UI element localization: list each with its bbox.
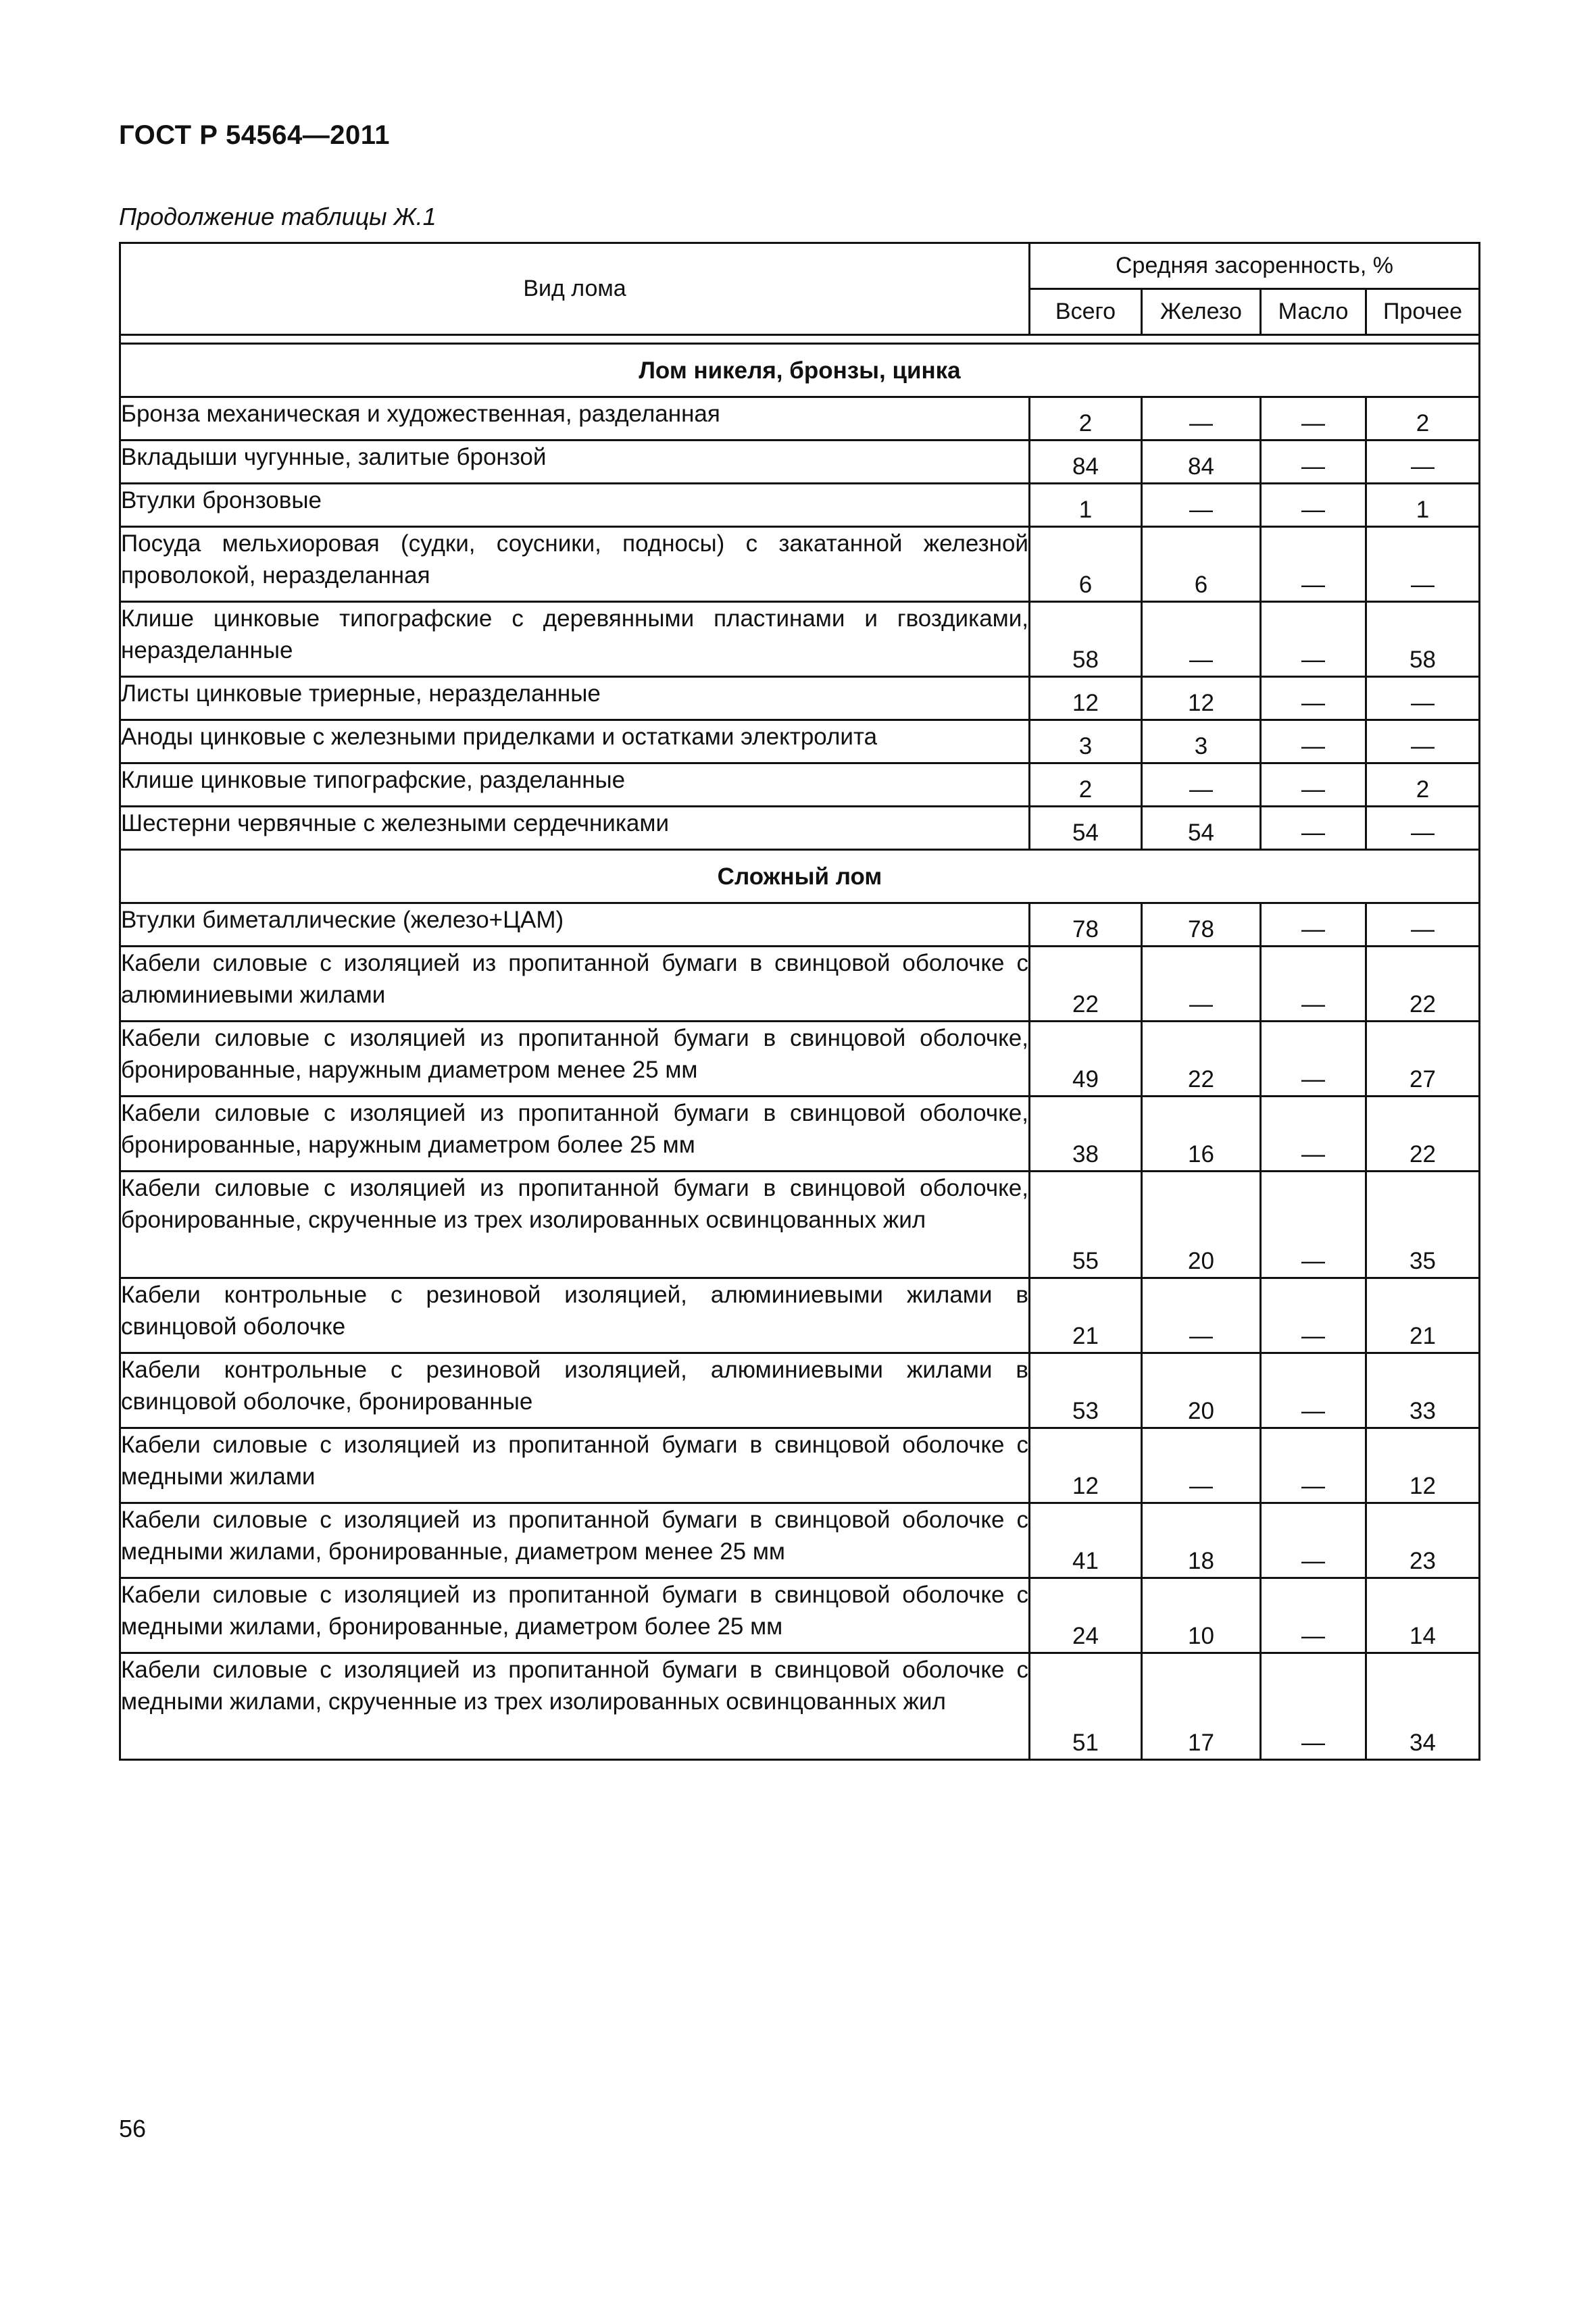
oil-cell: —	[1261, 1578, 1366, 1653]
other-cell: —	[1366, 527, 1480, 602]
iron-cell: —	[1142, 947, 1261, 1022]
other-cell: 21	[1366, 1278, 1480, 1353]
iron-cell: 10	[1142, 1578, 1261, 1653]
table-row	[120, 807, 1480, 850]
section-row	[120, 850, 1480, 903]
total-cell: 78	[1030, 903, 1142, 947]
total-cell: 6	[1030, 527, 1142, 602]
table-row	[120, 1172, 1480, 1278]
total-cell: 24	[1030, 1578, 1142, 1653]
table-row	[120, 1278, 1480, 1353]
iron-cell: —	[1142, 397, 1261, 441]
other-cell: —	[1366, 807, 1480, 850]
other-cell: 58	[1366, 602, 1480, 677]
column-header-iron: Железо	[1142, 289, 1261, 335]
iron-cell: 78	[1142, 903, 1261, 947]
iron-cell: 84	[1142, 441, 1261, 484]
oil-cell: —	[1261, 1097, 1366, 1172]
section-title: Лом никеля, бронзы, цинка	[120, 344, 1480, 397]
scrap-type-cell: Втулки биметаллические (железо+ЦАМ)	[120, 903, 1030, 947]
scrap-type-cell: Кабели силовые с изоляцией из пропитанной бумаги в свинцовой оболочке, бронированные, наружным диаметром менее 25 мм	[120, 1022, 1030, 1097]
contamination-table	[119, 242, 1480, 1761]
total-cell: 22	[1030, 947, 1142, 1022]
total-cell: 53	[1030, 1353, 1142, 1428]
total-cell: 21	[1030, 1278, 1142, 1353]
table-row	[120, 903, 1480, 947]
scrap-type-cell: Клише цинковые типографские с деревянными пластинами и гвоздиками, неразделанные	[120, 602, 1030, 677]
other-cell: —	[1366, 441, 1480, 484]
oil-cell: —	[1261, 1353, 1366, 1428]
total-cell: 3	[1030, 720, 1142, 763]
table-row	[120, 677, 1480, 720]
table-body	[120, 335, 1480, 1760]
scrap-type-cell: Кабели контрольные с резиновой изоляцией, алюминиевыми жилами в свинцовой оболочке	[120, 1278, 1030, 1353]
iron-cell: 22	[1142, 1022, 1261, 1097]
total-cell: 12	[1030, 1428, 1142, 1503]
oil-cell: —	[1261, 484, 1366, 527]
table-row	[120, 1653, 1480, 1760]
total-cell: 51	[1030, 1653, 1142, 1760]
total-cell: 58	[1030, 602, 1142, 677]
column-header-other: Прочее	[1366, 289, 1480, 335]
table-caption: Продолжение таблицы Ж.1	[119, 203, 437, 230]
oil-cell: —	[1261, 677, 1366, 720]
scrap-type-cell: Кабели силовые с изоляцией из пропитанной бумаги в свинцовой оболочке, бронированные, наружным диаметром более 25 мм	[120, 1097, 1030, 1172]
column-header-oil: Масло	[1261, 289, 1366, 335]
oil-cell: —	[1261, 397, 1366, 441]
oil-cell: —	[1261, 1278, 1366, 1353]
table-row	[120, 1578, 1480, 1653]
table-row	[120, 527, 1480, 602]
total-cell: 49	[1030, 1022, 1142, 1097]
table-row	[120, 1022, 1480, 1097]
oil-cell: —	[1261, 1172, 1366, 1278]
iron-cell: 16	[1142, 1097, 1261, 1172]
table-row	[120, 1503, 1480, 1578]
iron-cell: 18	[1142, 1503, 1261, 1578]
scrap-type-cell: Втулки бронзовые	[120, 484, 1030, 527]
iron-cell: 17	[1142, 1653, 1261, 1760]
scrap-type-cell: Шестерни червячные с железными сердечниками	[120, 807, 1030, 850]
other-cell: —	[1366, 720, 1480, 763]
other-cell: 1	[1366, 484, 1480, 527]
total-cell: 55	[1030, 1172, 1142, 1278]
iron-cell: —	[1142, 602, 1261, 677]
total-cell: 84	[1030, 441, 1142, 484]
iron-cell: —	[1142, 484, 1261, 527]
other-cell: —	[1366, 677, 1480, 720]
other-cell: 22	[1366, 1097, 1480, 1172]
oil-cell: —	[1261, 602, 1366, 677]
scrap-type-cell: Кабели контрольные с резиновой изоляцией, алюминиевыми жилами в свинцовой оболочке, бронированные	[120, 1353, 1030, 1428]
table-row	[120, 763, 1480, 807]
table-row	[120, 947, 1480, 1022]
iron-cell: 54	[1142, 807, 1261, 850]
table-row	[120, 441, 1480, 484]
scrap-type-cell: Кабели силовые с изоляцией из пропитанной бумаги в свинцовой оболочке, бронированные, скрученные из трех изолированных освинцованных жил	[120, 1172, 1030, 1278]
total-cell: 2	[1030, 397, 1142, 441]
iron-cell: 6	[1142, 527, 1261, 602]
column-header-scrap-type: Вид лома	[120, 243, 1030, 335]
other-cell: 12	[1366, 1428, 1480, 1503]
oil-cell: —	[1261, 1022, 1366, 1097]
table-row	[120, 602, 1480, 677]
total-cell: 41	[1030, 1503, 1142, 1578]
other-cell: 14	[1366, 1578, 1480, 1653]
table-row	[120, 1097, 1480, 1172]
document-code: ГОСТ Р 54564—2011	[119, 120, 390, 150]
iron-cell: 20	[1142, 1172, 1261, 1278]
scrap-type-cell: Посуда мельхиоровая (судки, соусники, подносы) с закатанной железной проволокой, неразделанная	[120, 527, 1030, 602]
oil-cell: —	[1261, 763, 1366, 807]
total-cell: 54	[1030, 807, 1142, 850]
total-cell: 1	[1030, 484, 1142, 527]
other-cell: 22	[1366, 947, 1480, 1022]
scrap-type-cell: Клише цинковые типографские, разделанные	[120, 763, 1030, 807]
total-cell: 38	[1030, 1097, 1142, 1172]
oil-cell: —	[1261, 947, 1366, 1022]
oil-cell: —	[1261, 1428, 1366, 1503]
scrap-type-cell: Кабели силовые с изоляцией из пропитанной бумаги в свинцовой оболочке с медными жилами, скрученные из трех изолированных освинцованных жил	[120, 1653, 1030, 1760]
column-group-header-contamination: Средняя засоренность, %	[1030, 243, 1480, 289]
scrap-type-cell: Вкладыши чугунные, залитые бронзой	[120, 441, 1030, 484]
page-number: 56	[119, 2115, 147, 2142]
other-cell: —	[1366, 903, 1480, 947]
oil-cell: —	[1261, 1653, 1366, 1760]
other-cell: 33	[1366, 1353, 1480, 1428]
table-row	[120, 720, 1480, 763]
scrap-type-cell: Кабели силовые с изоляцией из пропитанной бумаги в свинцовой оболочке с медными жилами, бронированные, диаметром более 25 мм	[120, 1578, 1030, 1653]
scrap-type-cell: Кабели силовые с изоляцией из пропитанной бумаги в свинцовой оболочке с медными жилами	[120, 1428, 1030, 1503]
other-cell: 2	[1366, 763, 1480, 807]
other-cell: 23	[1366, 1503, 1480, 1578]
oil-cell: —	[1261, 527, 1366, 602]
iron-cell: 12	[1142, 677, 1261, 720]
iron-cell: 20	[1142, 1353, 1261, 1428]
iron-cell: 3	[1142, 720, 1261, 763]
scrap-type-cell: Листы цинковые триерные, неразделанные	[120, 677, 1030, 720]
scrap-type-cell: Аноды цинковые с железными приделками и остатками электролита	[120, 720, 1030, 763]
other-cell: 2	[1366, 397, 1480, 441]
column-header-total: Всего	[1030, 289, 1142, 335]
iron-cell: —	[1142, 1278, 1261, 1353]
total-cell: 12	[1030, 677, 1142, 720]
oil-cell: —	[1261, 903, 1366, 947]
header-separator	[120, 335, 1480, 344]
section-title: Сложный лом	[120, 850, 1480, 903]
iron-cell: —	[1142, 1428, 1261, 1503]
section-row	[120, 344, 1480, 397]
other-cell: 34	[1366, 1653, 1480, 1760]
table-row	[120, 1428, 1480, 1503]
other-cell: 35	[1366, 1172, 1480, 1278]
iron-cell: —	[1142, 763, 1261, 807]
scrap-type-cell: Кабели силовые с изоляцией из пропитанной бумаги в свинцовой оболочке с медными жилами, бронированные, диаметром менее 25 мм	[120, 1503, 1030, 1578]
oil-cell: —	[1261, 441, 1366, 484]
oil-cell: —	[1261, 720, 1366, 763]
scrap-type-cell: Кабели силовые с изоляцией из пропитанной бумаги в свинцовой оболочке с алюминиевыми жилами	[120, 947, 1030, 1022]
table-row	[120, 1353, 1480, 1428]
scrap-type-cell: Бронза механическая и художественная, разделанная	[120, 397, 1030, 441]
table-row	[120, 484, 1480, 527]
other-cell: 27	[1366, 1022, 1480, 1097]
oil-cell: —	[1261, 1503, 1366, 1578]
table-row	[120, 397, 1480, 441]
oil-cell: —	[1261, 807, 1366, 850]
total-cell: 2	[1030, 763, 1142, 807]
